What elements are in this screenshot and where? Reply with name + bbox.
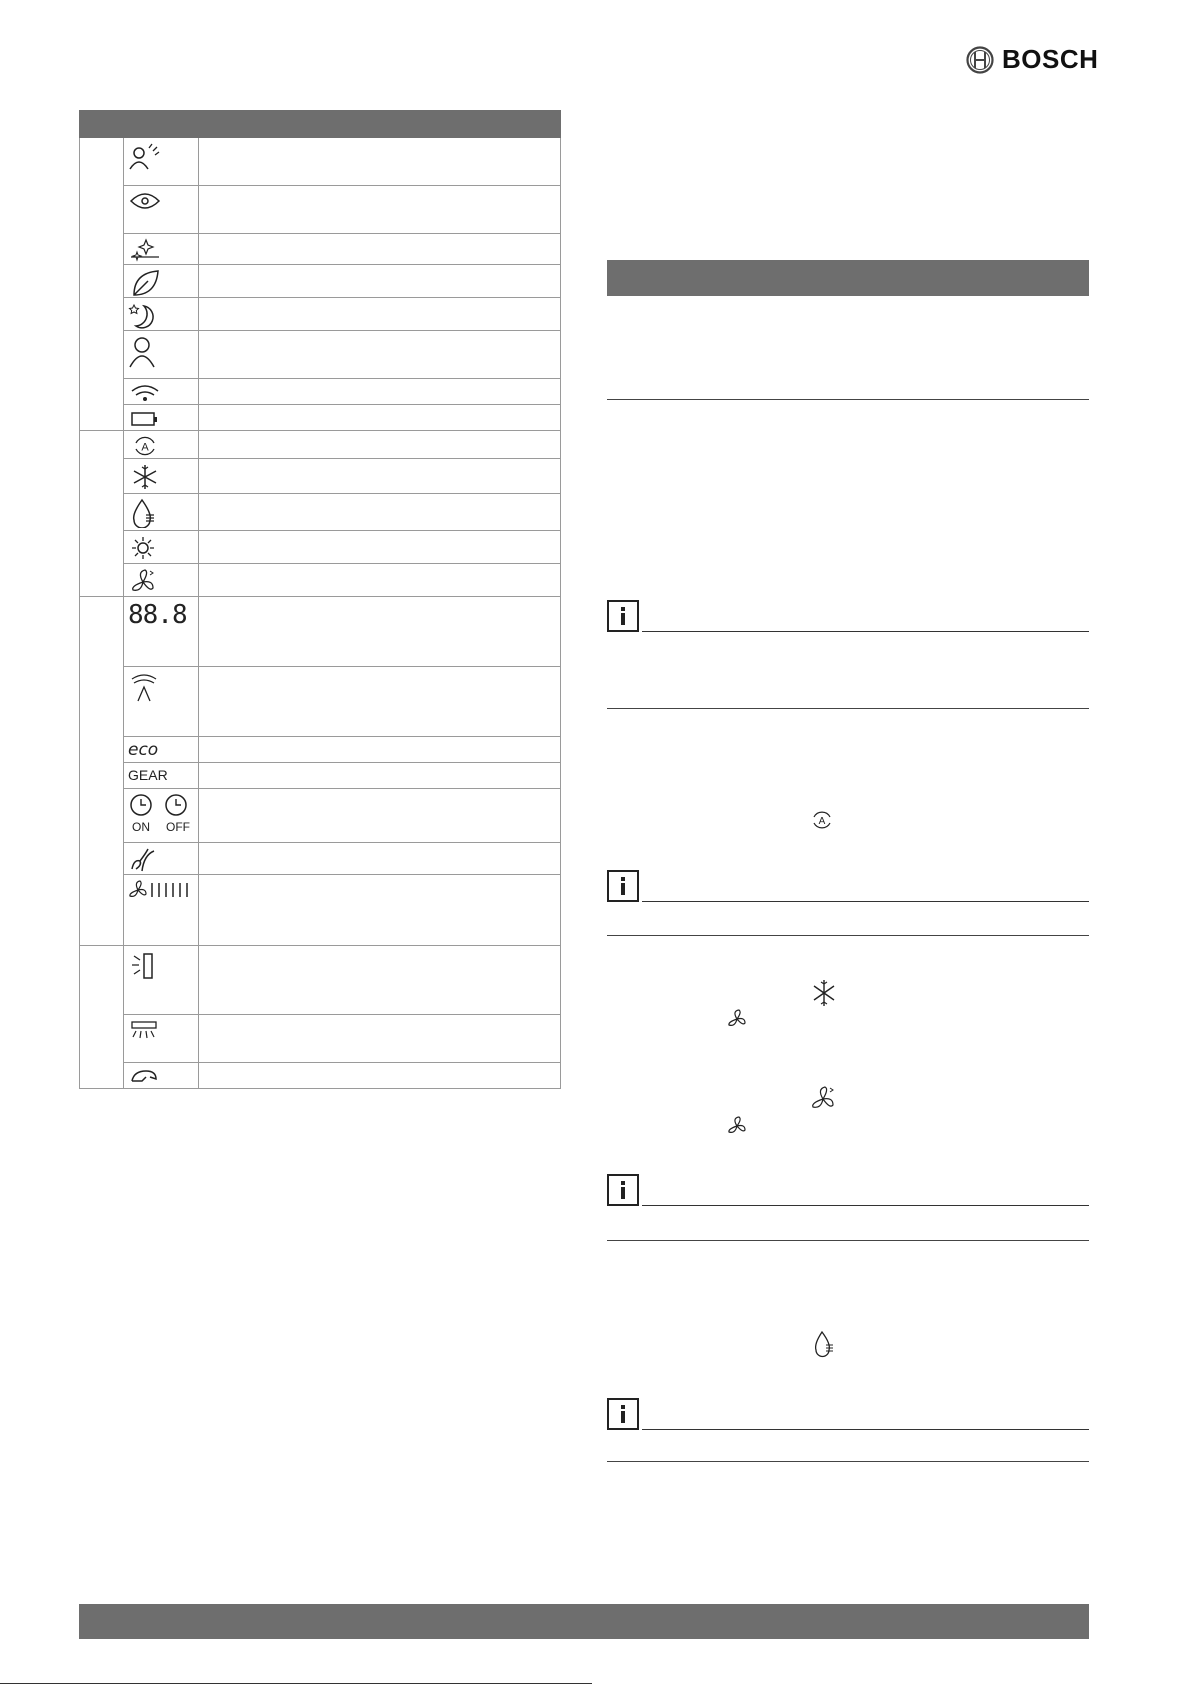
icon-cell xyxy=(124,789,199,843)
icon-cell xyxy=(124,597,199,667)
table-row xyxy=(80,531,561,564)
description-cell xyxy=(199,1063,561,1089)
auto-mode-icon xyxy=(128,435,162,457)
table-row xyxy=(80,138,561,186)
description-cell xyxy=(199,1015,561,1063)
table-row xyxy=(80,494,561,531)
fan-icon xyxy=(725,1008,749,1030)
info-box xyxy=(607,1174,639,1206)
info-icon xyxy=(609,1176,637,1204)
table-header-cell xyxy=(124,111,199,138)
table-row xyxy=(80,331,561,379)
symbol-table xyxy=(79,110,561,1089)
info-box xyxy=(607,870,639,902)
description-cell xyxy=(199,789,561,843)
table-header xyxy=(80,111,561,138)
description-cell xyxy=(199,531,561,564)
section-rule xyxy=(607,708,1089,709)
icon-cell xyxy=(124,763,199,789)
snowflake-icon xyxy=(128,463,162,491)
battery-icon xyxy=(128,409,162,427)
group-cell xyxy=(80,946,124,1089)
table-row xyxy=(80,946,561,1015)
table-row xyxy=(80,265,561,298)
snowflake-icon xyxy=(811,978,837,1008)
info-rule xyxy=(642,901,1089,902)
leaf-icon xyxy=(128,269,162,297)
group-cell xyxy=(80,597,124,946)
fan-mode-icon xyxy=(811,1085,837,1113)
footer-bar xyxy=(79,1604,1089,1639)
section-rule xyxy=(607,1240,1089,1241)
table-row xyxy=(80,431,561,459)
svg-text:A: A xyxy=(818,816,826,827)
table-row xyxy=(80,234,561,265)
bosch-armature-icon xyxy=(966,46,994,74)
icon-cell xyxy=(124,234,199,265)
follow-me-person-icon xyxy=(128,142,162,172)
icon-cell xyxy=(124,946,199,1015)
table-row xyxy=(80,1063,561,1089)
table-row xyxy=(80,667,561,737)
table-row xyxy=(80,763,561,789)
table-row xyxy=(80,459,561,494)
info-rule xyxy=(642,631,1089,632)
description-cell xyxy=(199,737,561,763)
description-cell xyxy=(199,405,561,431)
sparkle-clean-icon xyxy=(128,238,162,262)
display-light-icon xyxy=(128,950,162,982)
svg-text:A: A xyxy=(141,441,149,454)
description-cell xyxy=(199,265,561,298)
icon-cell xyxy=(124,667,199,737)
info-icon xyxy=(609,602,637,630)
swing-icon xyxy=(128,671,162,703)
person-icon xyxy=(128,335,162,369)
icon-cell xyxy=(124,298,199,331)
indoor-light-icon xyxy=(128,1019,162,1041)
description-cell xyxy=(199,564,561,597)
section-rule xyxy=(607,935,1089,936)
description-cell xyxy=(199,186,561,234)
info-rule xyxy=(642,1205,1089,1206)
table-row xyxy=(80,1015,561,1063)
info-box xyxy=(607,600,639,632)
description-cell xyxy=(199,234,561,265)
icon-cell xyxy=(124,431,199,459)
group-cell xyxy=(80,138,124,431)
fan-icon xyxy=(725,1115,749,1137)
table-row xyxy=(80,597,561,667)
description-cell xyxy=(199,331,561,379)
description-cell xyxy=(199,431,561,459)
fan-speed-icon xyxy=(128,879,194,901)
description-cell xyxy=(199,597,561,667)
description-cell xyxy=(199,379,561,405)
description-cell xyxy=(199,138,561,186)
timer-on-label: ON xyxy=(132,820,150,834)
info-rule xyxy=(642,1429,1089,1430)
table-row xyxy=(80,737,561,763)
icon-cell xyxy=(124,331,199,379)
icon-cell xyxy=(124,459,199,494)
description-cell xyxy=(199,667,561,737)
table-row xyxy=(80,405,561,431)
wifi-icon xyxy=(128,383,162,403)
section-rule xyxy=(607,1461,1089,1462)
footer-rule xyxy=(0,1683,592,1684)
icon-cell xyxy=(124,737,199,763)
fan-mode-icon xyxy=(128,568,162,596)
icon-cell xyxy=(124,531,199,564)
quiet-mode-icon xyxy=(128,847,162,873)
icon-cell xyxy=(124,405,199,431)
table-row xyxy=(80,564,561,597)
table-row xyxy=(80,843,561,875)
description-cell xyxy=(199,298,561,331)
drop-dry-icon xyxy=(812,1330,838,1358)
table-header-cell xyxy=(80,111,124,138)
icon-cell xyxy=(124,875,199,946)
icon-cell xyxy=(124,1063,199,1089)
description-cell xyxy=(199,763,561,789)
icon-cell xyxy=(124,843,199,875)
description-cell xyxy=(199,875,561,946)
sun-icon xyxy=(128,535,162,561)
info-box xyxy=(607,1398,639,1430)
info-icon xyxy=(609,872,637,900)
brand-logo xyxy=(966,44,1098,75)
sleep-moon-icon xyxy=(128,302,162,330)
timer-off-label: OFF xyxy=(166,820,190,834)
table-row xyxy=(80,875,561,946)
eye-icon xyxy=(128,190,162,212)
turbo-icon xyxy=(128,1067,162,1085)
description-cell xyxy=(199,843,561,875)
group-cell xyxy=(80,431,124,597)
temperature-display-icon: 88.8 xyxy=(128,600,187,630)
info-icon xyxy=(609,1400,637,1428)
icon-cell xyxy=(124,494,199,531)
description-cell xyxy=(199,459,561,494)
icon-cell xyxy=(124,564,199,597)
drop-dry-icon xyxy=(128,498,162,528)
eco-icon: eco xyxy=(128,740,159,760)
table-header-cell xyxy=(199,111,561,138)
description-cell xyxy=(199,946,561,1015)
gear-label-icon: GEAR xyxy=(128,767,168,783)
icon-cell xyxy=(124,379,199,405)
description-cell xyxy=(199,494,561,531)
table-row xyxy=(80,379,561,405)
section-rule xyxy=(607,399,1089,400)
timer-on-off-icon xyxy=(128,793,194,835)
icon-cell xyxy=(124,138,199,186)
icon-cell xyxy=(124,186,199,234)
table-row xyxy=(80,298,561,331)
auto-mode-icon xyxy=(809,810,835,830)
brand-name: BOSCH xyxy=(1002,44,1099,74)
section-heading-bar xyxy=(607,260,1089,296)
icon-cell xyxy=(124,1015,199,1063)
icon-cell xyxy=(124,265,199,298)
table-row xyxy=(80,186,561,234)
table-row xyxy=(80,789,561,843)
